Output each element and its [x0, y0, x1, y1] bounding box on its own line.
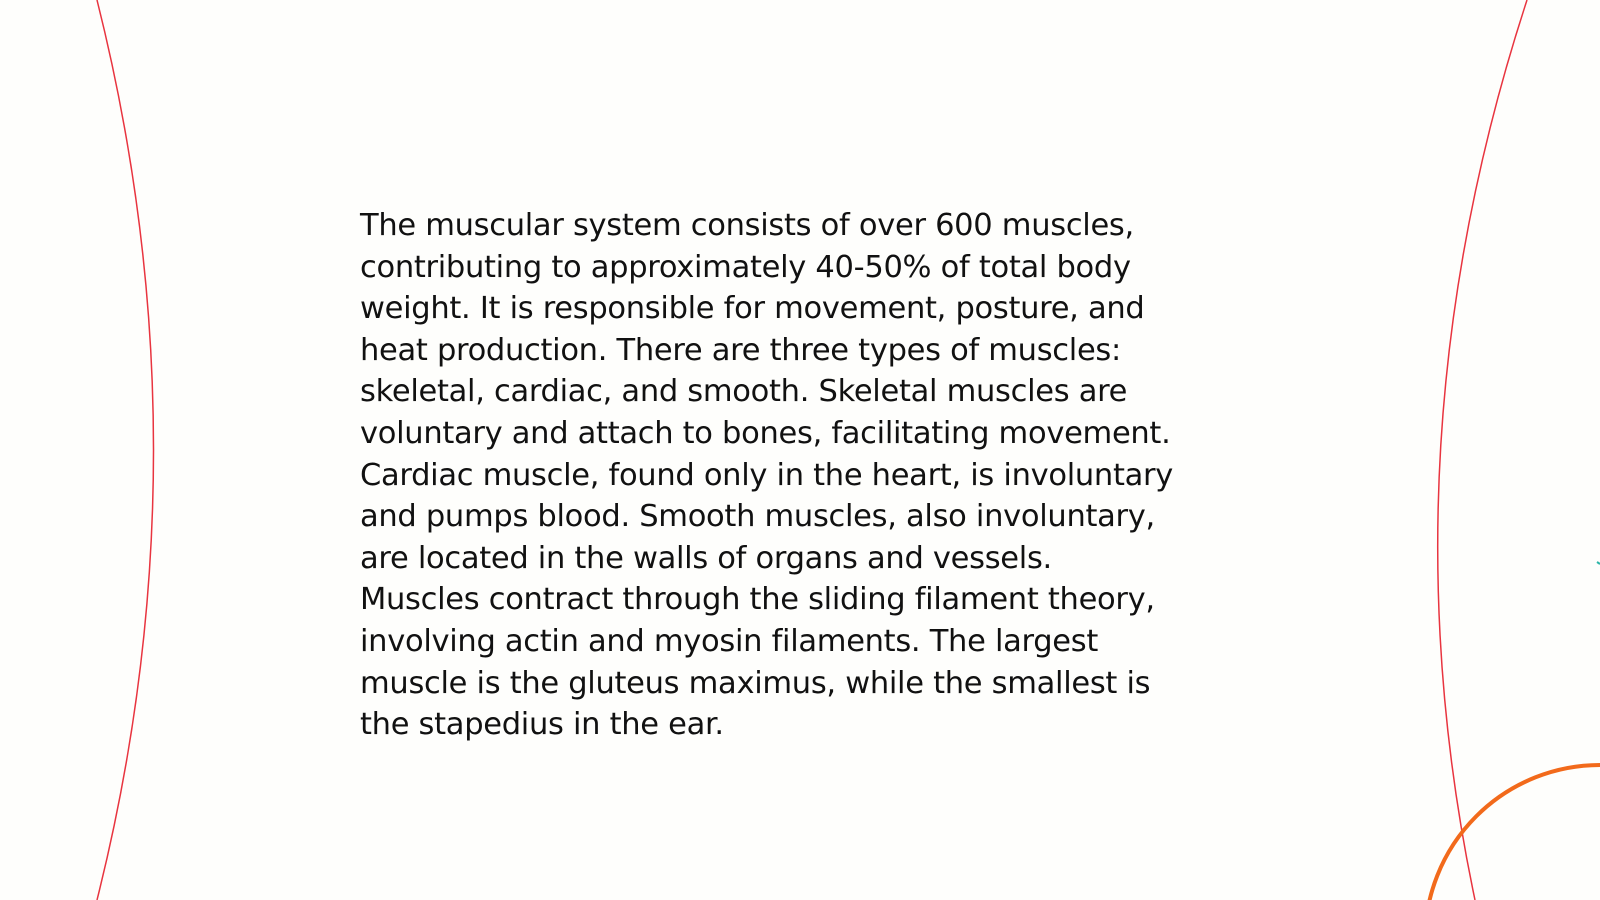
paragraph-line: muscle is the gluteus maximus, while the smallest is [360, 665, 1151, 701]
paragraph-line: skeletal, cardiac, and smooth. Skeletal muscles are [360, 374, 1128, 410]
paragraph-line: weight. It is responsible for movement, posture, and [360, 291, 1145, 327]
paragraph-line: The muscular system consists of over 600 muscles, [360, 208, 1134, 243]
paragraph-line: the stapedius in the ear. [360, 707, 724, 743]
paragraph-line: contributing to approximately 40-50% of total body [360, 249, 1131, 285]
right-curve-line [1438, 0, 1527, 900]
orange-circle-arc [1425, 765, 1600, 900]
paragraph-line: Cardiac muscle, found only in the heart, is involuntary [360, 457, 1174, 493]
paragraph-line: heat production. There are three types of muscles: [360, 332, 1121, 368]
paragraph-line: and pumps blood. Smooth muscles, also involuntary, [360, 499, 1155, 535]
paragraph-line: are located in the walls of organs and vessels. [360, 540, 1052, 576]
paragraph-line: Muscles contract through the sliding filament theory, [360, 582, 1155, 618]
paragraph-line: involving actin and myosin filaments. The largest [360, 623, 1098, 659]
paragraph-line: voluntary and attach to bones, facilitating movement. [360, 415, 1171, 451]
left-curve-line [97, 0, 154, 900]
body-paragraph [360, 205, 1260, 746]
